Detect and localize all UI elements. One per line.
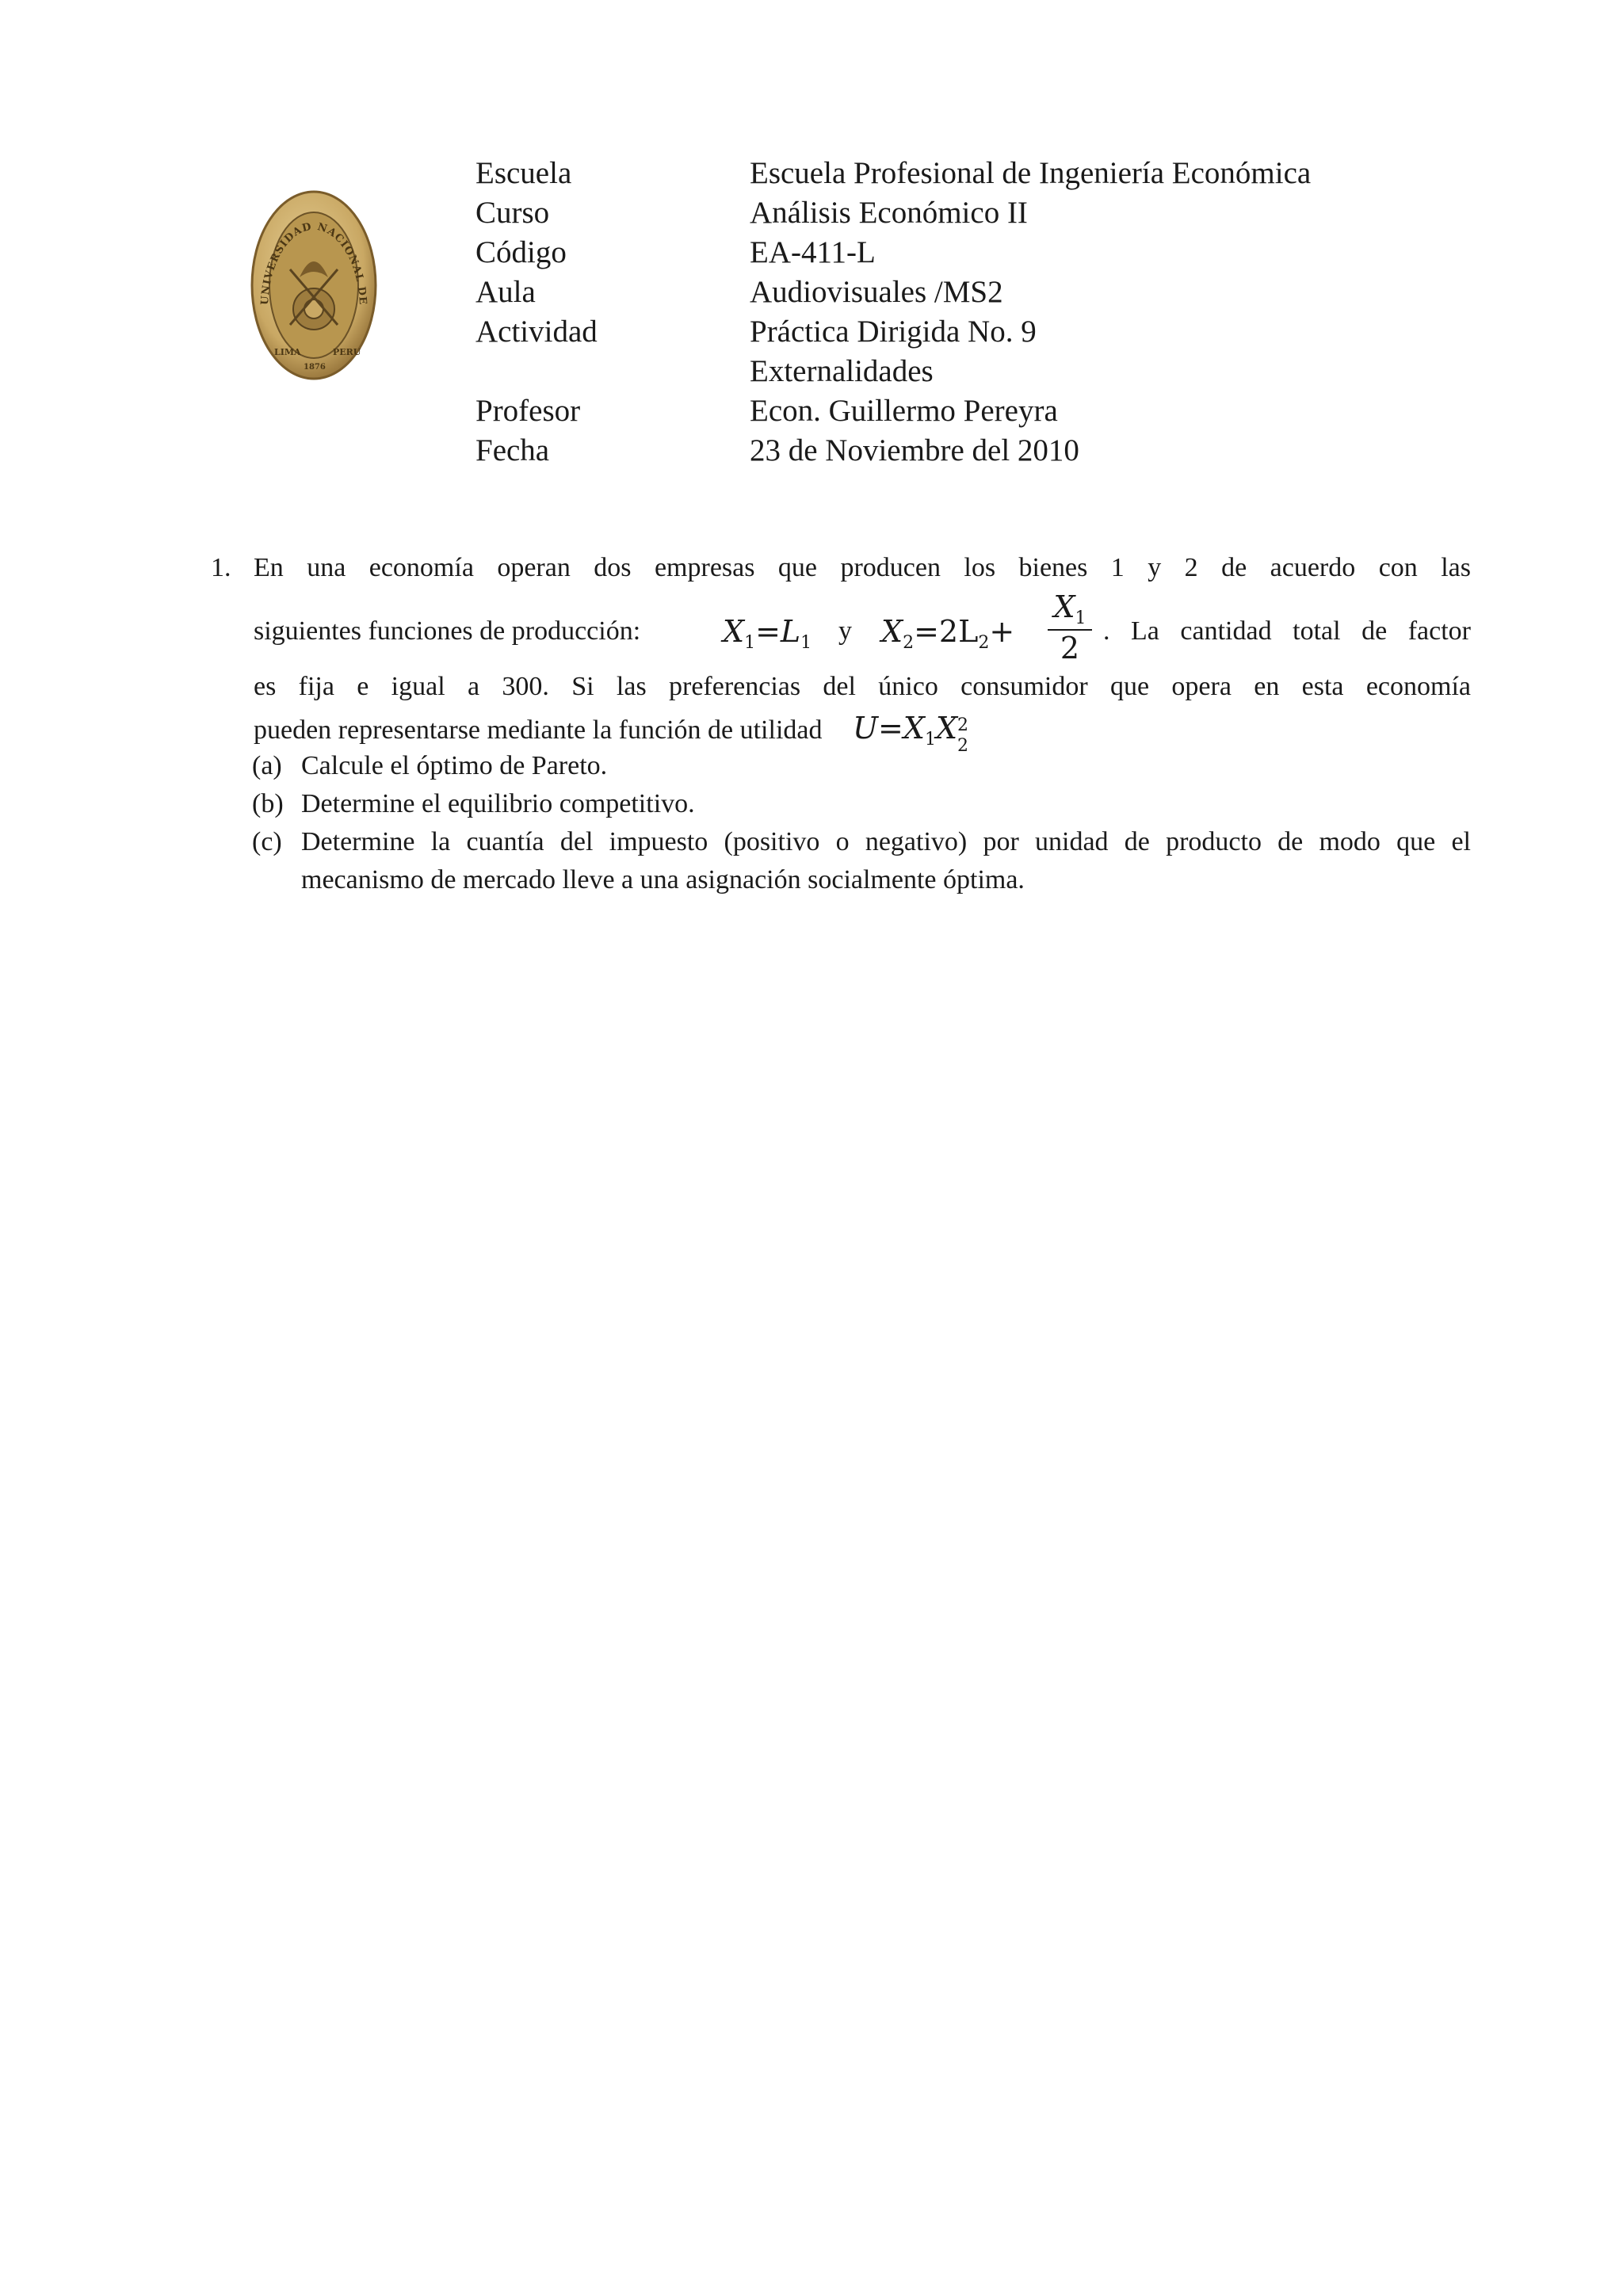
header-value: Práctica Dirigida No. 9 — [750, 315, 1037, 349]
header-label: Código — [475, 235, 567, 269]
header-label: Curso — [475, 196, 550, 230]
header-value: Audiovisuales /MS2 — [750, 275, 1003, 309]
utility-equation — [853, 711, 970, 756]
eq-subscript: 1 — [800, 633, 812, 653]
eq-symbol: X — [1053, 589, 1075, 624]
item-marker: (a) — [252, 751, 282, 780]
utility-label: pueden representarse mediante la función de utilidad — [254, 715, 823, 745]
item-text: Calcule el óptimo de Pareto. — [301, 751, 608, 780]
eq-symbol: 2L — [938, 614, 979, 649]
header-value: Análisis Económico II — [750, 196, 1028, 230]
header-row-aula — [475, 273, 1311, 312]
eq-symbol: X — [903, 711, 925, 746]
eq-symbol: = — [755, 614, 781, 649]
header-value: Econ. Guillermo Pereyra — [750, 394, 1058, 428]
eq-subscript: 2 — [903, 633, 915, 653]
header-row-actividad-cont — [475, 352, 1311, 391]
eq-symbol: = — [914, 614, 939, 649]
problem-line-3: es fija e igual a 300. Si las preferencias del único consumidor que opera en esta economía — [254, 672, 1471, 701]
production-functions-label: siguientes funciones de producción: — [254, 616, 641, 646]
fraction-denominator: 2 — [1060, 631, 1080, 666]
header-value: Escuela Profesional de Ingeniería Económica — [750, 156, 1312, 190]
header-label — [475, 352, 750, 391]
header-value: Externalidades — [750, 354, 934, 388]
header-label: Profesor — [475, 394, 581, 428]
eq-symbol: X — [881, 614, 903, 649]
eq-subscript: 1 — [744, 633, 756, 653]
header-label: Actividad — [475, 315, 598, 349]
eq-subscript: 1 — [1075, 608, 1086, 628]
seal-year: 1876 — [304, 363, 326, 372]
seal-icon — [250, 190, 377, 380]
equation-x2 — [881, 612, 1014, 657]
eq-symbol: = — [878, 711, 903, 746]
eq-symbol: L — [780, 614, 801, 649]
eq-symbol: X — [935, 711, 957, 746]
seal-text-left: LIMA — [274, 347, 301, 357]
eq-superscript: 2 — [957, 715, 968, 735]
item-text: Determine la cuantía del impuesto (positivo o negativo) por unidad de producto de modo que el — [301, 827, 1471, 856]
problem-line-4 — [254, 708, 1471, 756]
header-row-codigo — [475, 233, 1311, 273]
eq-symbol: + — [989, 614, 1015, 649]
item-text: mecanismo de mercado lleve a una asignación socialmente óptima. — [301, 865, 1025, 894]
item-marker: (c) — [252, 827, 282, 856]
header-info-table — [475, 154, 1311, 471]
header-value: 23 de Noviembre del 2010 — [750, 433, 1079, 467]
eq-subscript: 1 — [924, 730, 936, 749]
item-marker: (b) — [252, 789, 284, 818]
equation-x1-l1 — [723, 612, 812, 657]
problem-number: 1. — [211, 553, 231, 582]
eq-symbol: X — [723, 614, 745, 649]
header-row-actividad — [475, 312, 1311, 352]
factor-text: . La cantidad total de factor — [1103, 616, 1471, 646]
item-text: Determine el equilibrio competitivo. — [301, 789, 695, 818]
header-label: Escuela — [475, 156, 572, 190]
eq-symbol: U — [853, 711, 879, 746]
conjunction-y: y — [838, 616, 852, 646]
header-value: EA-411-L — [750, 235, 876, 269]
problem-line-2 — [254, 589, 1471, 669]
header-label: Aula — [475, 275, 536, 309]
header-row-escuela — [475, 154, 1311, 193]
problem-line-1: En una economía operan dos empresas que producen los bienes 1 y 2 de acuerdo con las — [254, 553, 1471, 582]
university-seal-logo — [250, 190, 377, 380]
eq-subscript: 2 — [978, 633, 990, 653]
seal-text-top: UNIVERSIDAD NACIONAL DE — [258, 220, 369, 306]
header-row-profesor — [475, 391, 1311, 431]
eq-subscript: 2 — [957, 735, 968, 756]
fraction-numerator — [1046, 589, 1094, 630]
header-label: Fecha — [475, 433, 550, 467]
header-row-curso — [475, 193, 1311, 233]
header-row-fecha — [475, 431, 1311, 471]
seal-text-right: PERU — [333, 347, 361, 357]
